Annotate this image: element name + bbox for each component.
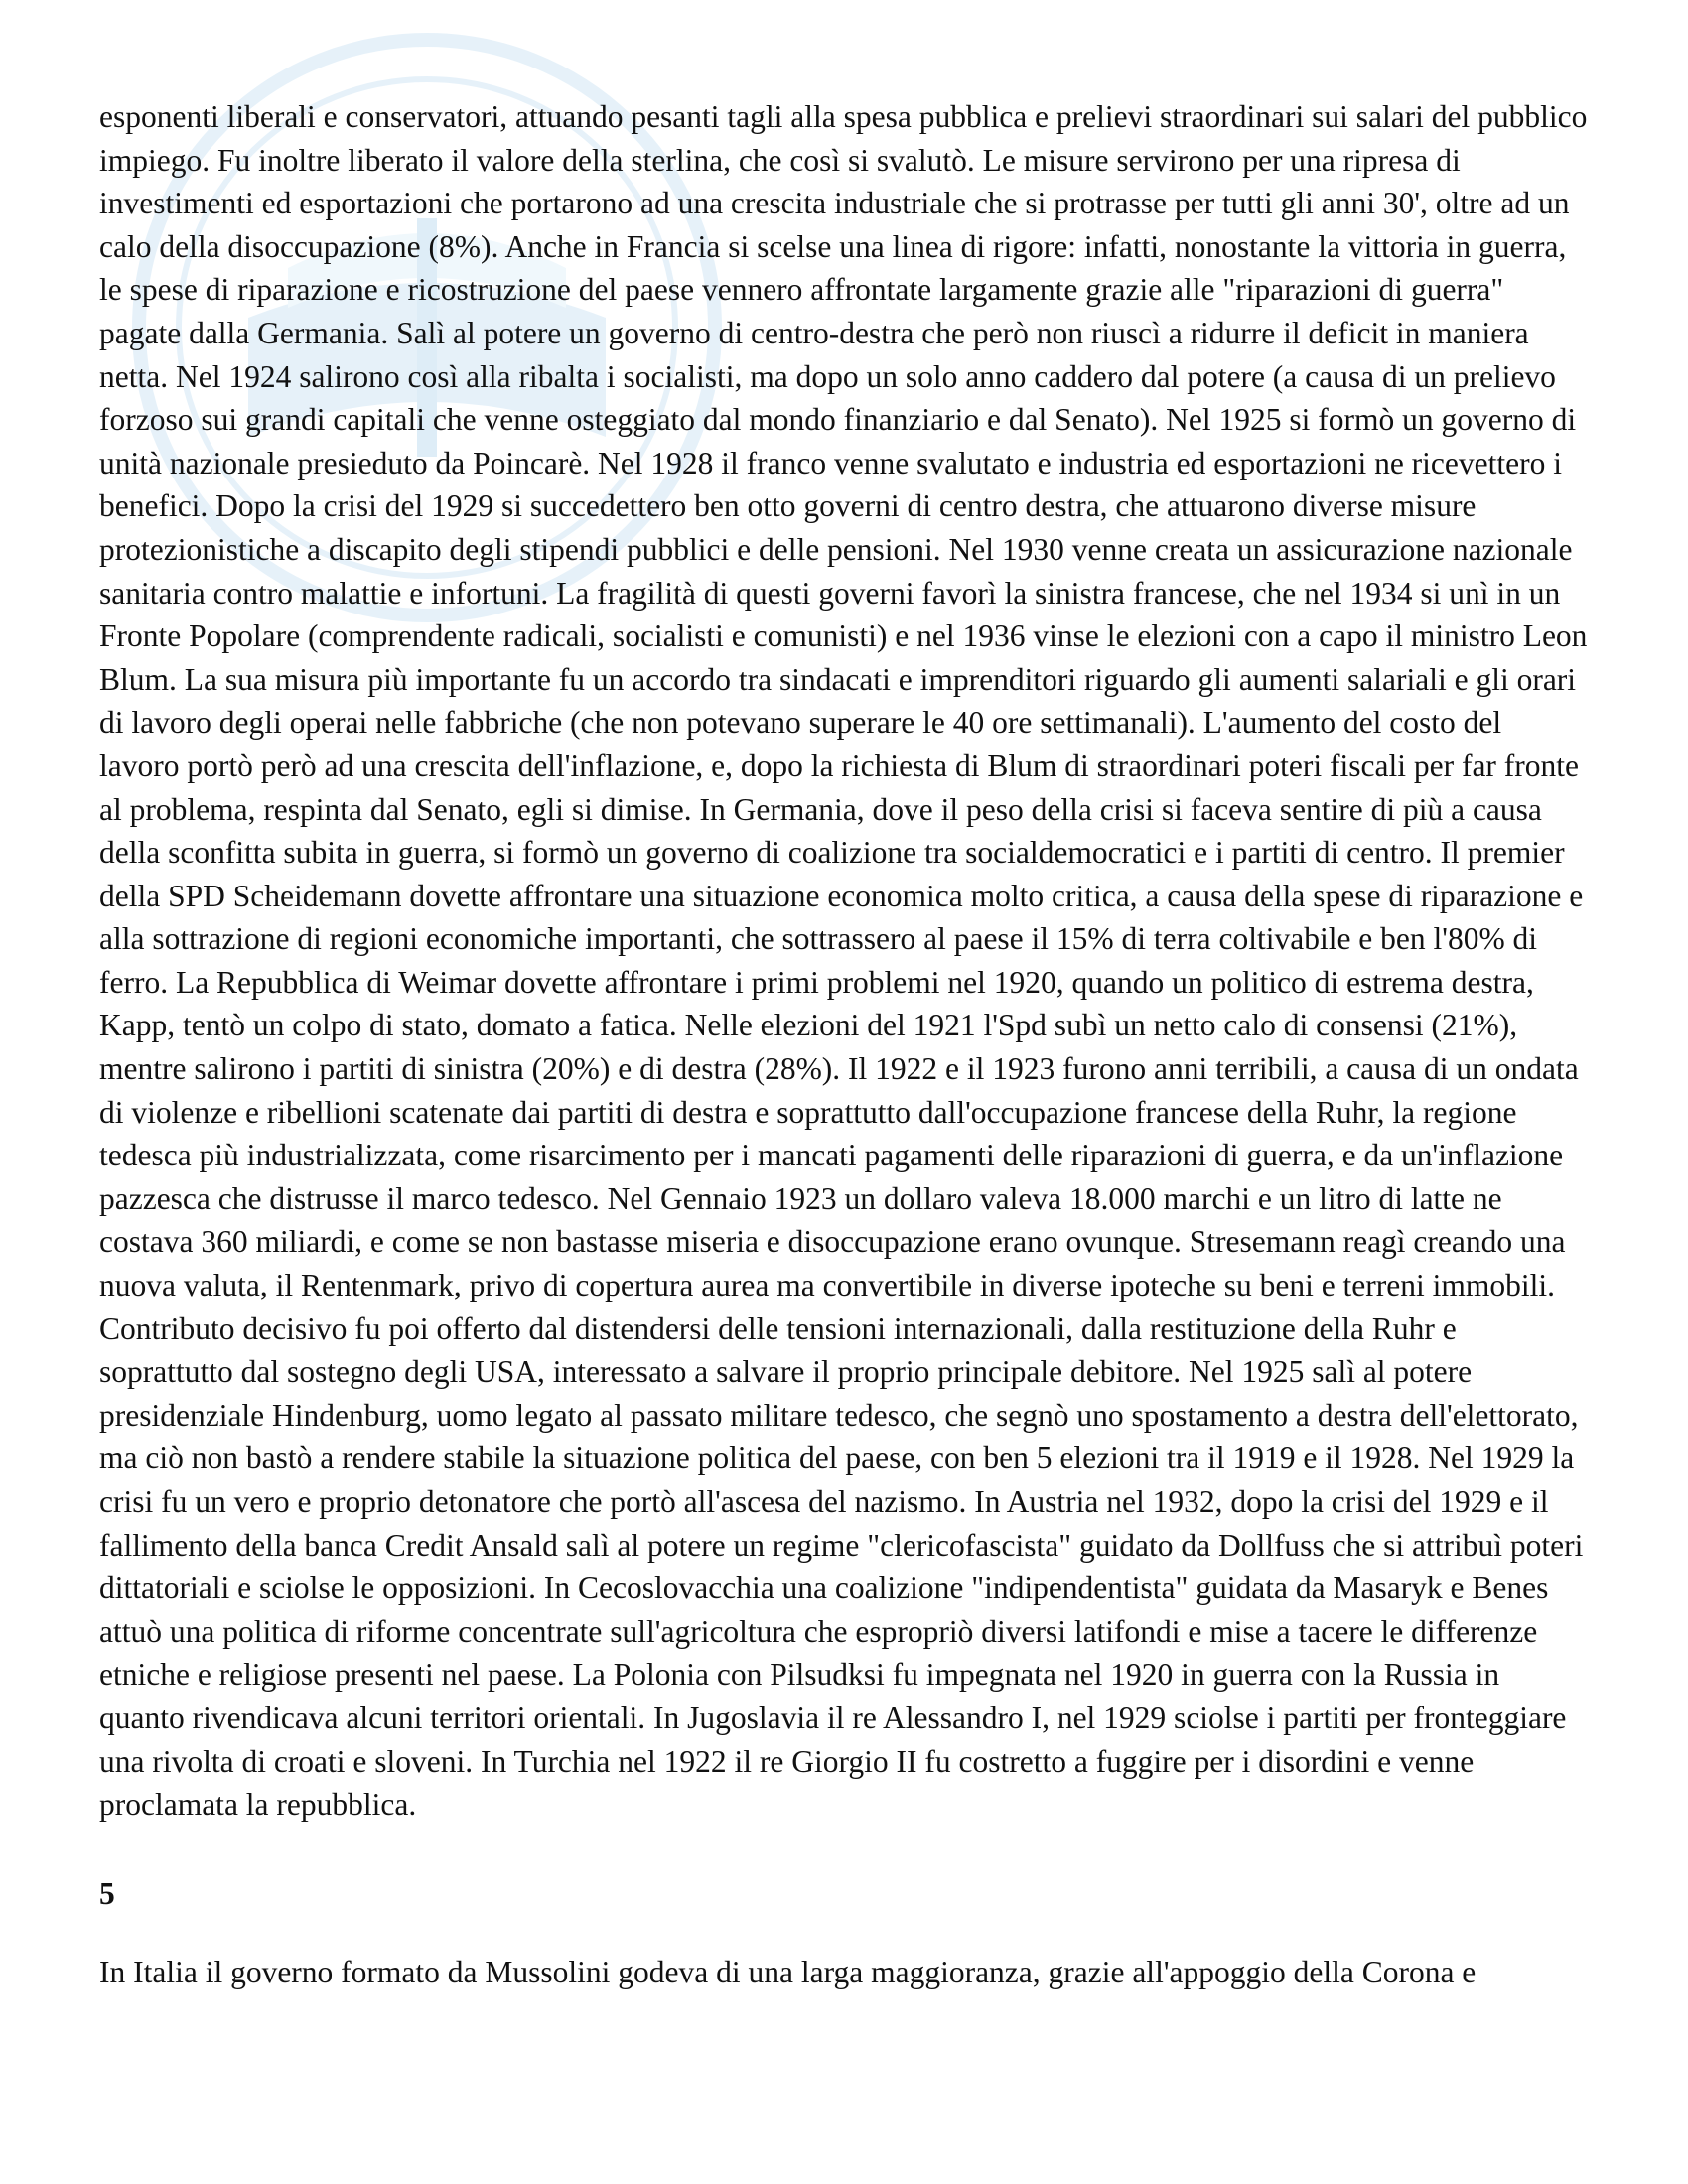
paragraph-main: esponenti liberali e conservatori, attuando pesanti tagli alla spesa pubblica e prelievi straordinari sui salari del pubblico impiego. Fu inoltre liberato il valore della sterlina, che così si svalutò. Le misure servirono per una ripresa di investimenti ed esportazioni che portarono ad una crescita industriale che si protrasse per tutti gli anni 30', oltre ad un calo della disoccupazione (8%). Anche in Francia si scelse una linea di rigore: infatti, nonostante la vittoria in guerra, le spese di riparazione e ricostruzione del paese vennero affrontate largamente grazie alle "riparazioni di guerra" pagate dalla Germania. Salì al potere un governo di centro-destra che però non riuscì a ridurre il deficit in maniera netta. Nel 1924 salirono così alla ribalta i socialisti, ma dopo un solo anno caddero dal potere (a causa di un prelievo forzoso sui grandi capitali che venne osteggiato dal mondo finanziario e dal Senato). Nel 1925 si formò un governo di unità nazionale presieduto da Poincarè. Nel 1928 il franco venne svalutato e industria ed esportazioni ne ricevettero i benefici. Dopo la crisi del 1929 si succedettero ben otto governi di centro destra, che attuarono diverse misure protezionistiche a discapito degli stipendi pubblici e delle pensioni. Nel 1930 venne creata un assicurazione nazionale sanitaria contro malattie e infortuni. La fragilità di questi governi favorì la sinistra francese, che nel 1934 si unì in un Fronte Popolare (comprendente radicali, socialisti e comunisti) e nel 1936 vinse le elezioni con a capo il ministro Leon Blum. La sua misura più importante fu un accordo tra sindacati e imprenditori riguardo gli aumenti salariali e gli orari di lavoro degli operai nelle fabbriche (che non potevano superare le 40 ore settimanali). L'aumento del costo del lavoro portò però ad una crescita dell'inflazione, e, dopo la richiesta di Blum di straordinari poteri fiscali per far fronte al problema, respinta dal Senato, egli si dimise. In Germania, dove il peso della crisi si faceva sentire di più a causa della sconfitta subita in guerra, si formò un governo di coalizione tra socialdemocratici e i partiti di centro. Il premier della SPD Scheidemann dovette affrontare una situazione economica molto critica, a causa della spese di riparazione e alla sottrazione di regioni economiche importanti, che sottrassero al paese il 15% di terra coltivabile e ben l'80% di ferro. La Repubblica di Weimar dovette affrontare i primi problemi nel 1920, quando un politico di estrema destra, Kapp, tentò un colpo di stato, domato a fatica. Nelle elezioni del 1921 l'Spd subì un netto calo di consensi (21%), mentre salirono i partiti di sinistra (20%) e di destra (28%). Il 1922 e il 1923 furono anni terribili, a causa di un ondata di violenze e ribellioni scatenate dai partiti di destra e soprattutto dall'occupazione francese della Ruhr, la regione tedesca più industrializzata, come risarcimento per i mancati pagamenti delle riparazioni di guerra, e da un'inflazione pazzesca che distrusse il marco tedesco. Nel Gennaio 1923 un dollaro valeva 18.000 marchi e un litro di latte ne costava 360 miliardi, e come se non bastasse miseria e disoccupazione erano ovunque. Stresemann reagì creando una nuova valuta, il Rentenmark, privo di copertura aurea ma convertibile in diverse ipoteche su beni e terreni immobili. Contributo decisivo fu poi offerto dal distendersi delle tensioni internazionali, dalla restituzione della Ruhr e soprattutto dal sostegno degli USA, interessato a salvare il proprio principale debitore. Nel 1925 salì al potere presidenziale Hindenburg, uomo legato al passato militare tedesco, che segnò uno spostamento a destra dell'elettorato, ma ciò non bastò a rendere stabile la situazione politica del paese, con ben 5 elezioni tra il 1919 e il 1928. Nel 1929 la crisi fu un vero e proprio detonatore che portò all'ascesa del nazismo. In Austria nel 1932, dopo la crisi del 1929 e il fallimento della banca Credit Ansald salì al potere un regime "clericofascista" guidato da Dollfuss che si attribuì poteri dittatoriali e sciolse le opposizioni. In Cecoslovacchia una coalizione "indipendentista" guidata da Masaryk e Benes attuò una politica di riforme concentrate sull'agricoltura che espropriò diversi latifondi e mise a tacere le differenze etniche e religiose presenti nel paese. La Polonia con Pilsudksi fu impegnata nel 1920 in guerra con la Russia in quanto rivendicava alcuni territori orientali. In Jugoslavia il re Alessandro I, nel 1929 sciolse i partiti per fronteggiare una rivolta di croati e sloveni. In Turchia nel 1922 il re Giorgio II fu costretto a fuggire per i disordini e venne proclamata la repubblica. bbox=[99, 99, 1588, 1823]
document-body bbox=[99, 95, 1589, 1994]
section-heading-number: 5 bbox=[99, 1875, 115, 1911]
paragraph-next: In Italia il governo formato da Mussolini godeva di una larga maggioranza, grazie all'appoggio della Corona e bbox=[99, 1955, 1477, 1990]
